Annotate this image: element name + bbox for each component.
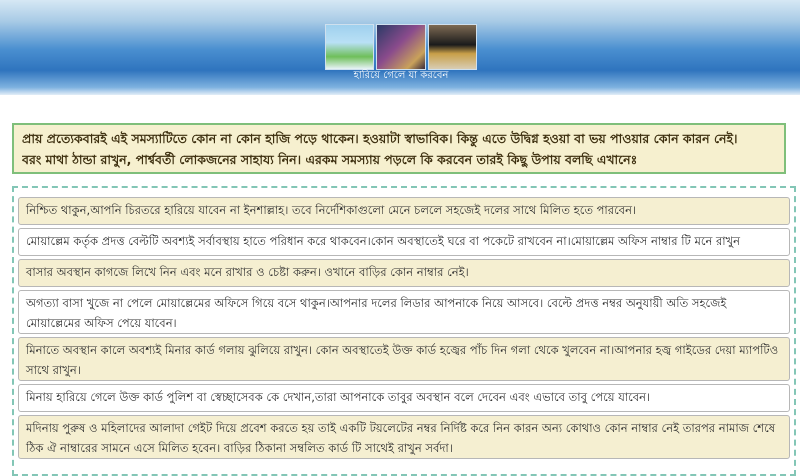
kaaba-photo — [428, 24, 477, 70]
crowd-photo — [376, 24, 425, 70]
header-banner-image — [325, 24, 477, 70]
list-item: মদিনায় পুরুষ ও মহিলাদের আলাদা গেইট দিয়ে প্রবেশ করতে হয় তাই একটি টয়লেটের নম্বর নির্দিষ্ট করে নিন কারন অন্য কোথাও কোন নাম্বার নেই তারপর নামাজ শেষে ঠিক ঐ নাম্বারের সামনে এসে মিলিত হবেন। বাড়ির ঠিকানা সম্বলিত কার্ড টি সাথেই রাখুন সর্বদা। — [18, 415, 790, 459]
page-title: হারিয়ে গেলে যা করবেন — [353, 70, 449, 81]
list-item: অগত্যা বাসা খুজে না পেলে মোয়াল্লেমের অফিসে গিয়ে বসে থাকুন।আপনার দলের লিডার আপনাকে নিয়ে আসবে। বেল্টে প্রদত্ত নম্বর অনুযায়ী অতি সহজেই মোয়াল্লেমের অফিস পেয়ে যাবেন। — [18, 290, 790, 334]
intro-box — [12, 123, 786, 174]
list-item: বাসার অবস্থান কাগজে লিখে নিন এবং মনে রাখার ও চেষ্টা করুন। ওখানে বাড়ির কোন নাম্বার নেই। — [18, 259, 790, 287]
intro-line-1: প্রায় প্রত্যেকবারই এই সমস্যাটিতে কোন না কোন হাজি পড়ে থাকেন। হওয়াটা স্বাভাবিক। কিন্তু এতে উদ্বিগ্ন হওয়া বা ভয় পাওয়ার কোন কারন নেই। — [22, 131, 738, 146]
list-item: নিশ্চিত থাকুন,আপনি চিরতরে হারিয়ে যাবেন না ইনশাল্লাহ। তবে নির্দেশিকাগুলো মেনে চললে সহজেই দলের সাথে মিলিত হতে পারবেন। — [18, 197, 790, 225]
list-item: মোয়াল্লেম কর্তৃক প্রদত্ত বেল্টটি অবশ্যই সর্বাবস্থায় হাতে পরিধান করে থাকবেন।কোন অবস্থাতেই ঘরে বা পকেটে রাখবেন না।মোয়াল্লেম অফিস নাম্বার টি মনে রাখুন — [18, 228, 790, 256]
list-item: মিনাতে অবস্থান কালে অবশ্যই মিনার কার্ড গলায় ঝুলিয়ে রাখুন। কোন অবস্থাতেই উক্ত কার্ড হজ্বের পাঁচ দিন গলা থেকে খুলবেন না।আপনার হজ্ব গাইডের দেয়া ম্যাপটিও সাথে রাখুন। — [18, 337, 790, 381]
list-item: মিনায় হারিয়ে গেলে উক্ত কার্ড পুলিশ বা স্বেচ্ছাসেবক কে দেখান,তারা আপনাকে তাবুর অবস্থান বলে দেবেন এবং এভাবে তাবু পেয়ে যাবেন। — [18, 384, 790, 412]
intro-line-2: বরং মাথা ঠান্ডা রাখুন, পার্শ্ববর্তী লোকজনের সাহায্য নিন। এরকম সমস্যায় পড়লে কি করবেন তারই কিছু উপায় বলছি এখানেঃ — [22, 152, 638, 167]
page-header — [0, 0, 800, 95]
mosque-photo — [325, 24, 374, 70]
